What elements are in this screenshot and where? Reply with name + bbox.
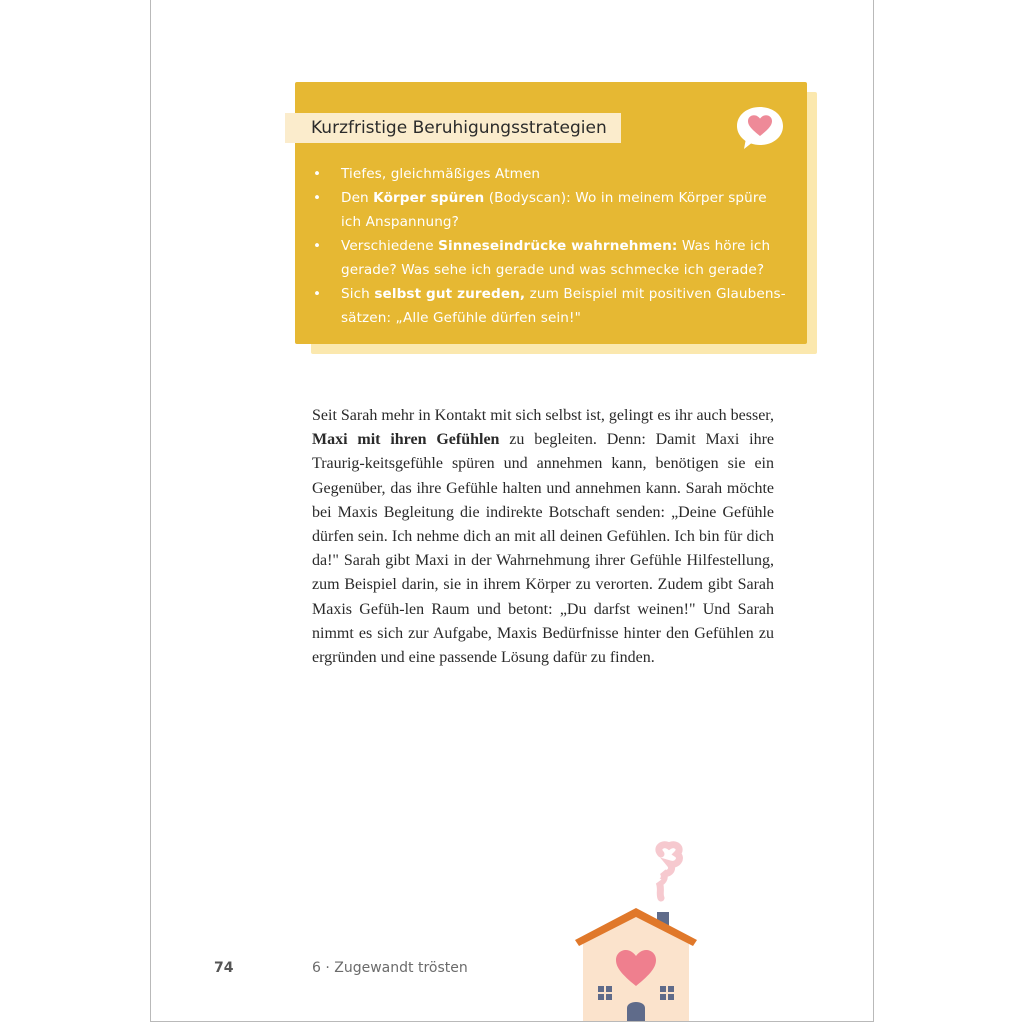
house-with-heart-icon bbox=[571, 840, 701, 1022]
text-run: Verschiedene bbox=[341, 238, 439, 254]
heart-speech-bubble-icon bbox=[735, 104, 785, 152]
text-run: Tiefes, gleichmäßiges Atmen bbox=[341, 166, 541, 182]
text-run: Seit Sarah mehr in Kontakt mit sich selbst ist, gelingt es ihr auch besser, bbox=[312, 407, 774, 424]
infobox-list-item bbox=[311, 186, 789, 234]
infobox-list-item bbox=[311, 234, 789, 282]
infobox-list bbox=[311, 162, 789, 330]
infobox-list-item bbox=[311, 282, 789, 330]
chapter-title: 6 · Zugewandt trösten bbox=[312, 960, 468, 976]
infobox-list-item bbox=[311, 162, 789, 186]
body-text bbox=[312, 404, 774, 670]
emphasis-text: Maxi mit ihren Gefühlen bbox=[312, 431, 500, 449]
infobox bbox=[295, 82, 807, 344]
text-run: (Bodyscan): Wo in meinem Körper spüre ich Anspannung? bbox=[341, 190, 767, 230]
text-run: Was höre ich gerade? Was sehe ich gerade und was schmecke ich gerade? bbox=[341, 238, 771, 278]
infobox-title: Kurzfristige Beruhigungsstrategien bbox=[285, 113, 621, 143]
emphasis-text: Sinneseindrücke wahrnehmen: bbox=[438, 238, 678, 254]
page-number: 74 bbox=[214, 960, 234, 976]
book-page bbox=[150, 0, 874, 1022]
text-run: zum Beispiel mit positiven Glaubens-sätzen: „Alle Gefühle dürfen sein!" bbox=[341, 286, 786, 326]
emphasis-text: selbst gut zureden, bbox=[374, 286, 526, 302]
text-run: Den bbox=[341, 190, 374, 206]
text-run: zu begleiten. Denn: Damit Maxi ihre Traurig-keitsgefühle spüren und annehmen kann, benötigen sie ein Gegenüber, das ihre Gefühle halten und annehmen kann. Sarah möchte bei Maxis Begleitung die indirekte Botschaft senden: „Deine Gefühle dürfen sein. Ich nehme dich an mit all deinen Gefühlen. Ich bin für dich da!" Sarah gibt Maxi in der Wahrnehmung ihrer Gefühle Hilfestellung, zum Beispiel darin, sie in ihrem Körper zu verorten. Zudem gibt Sarah Maxis Gefüh-len Raum und betont: „Du darfst weinen!" Und Sarah nimmt es sich zur Aufgabe, Maxis Bedürfnisse hinter den Gefühlen zu ergründen und eine passende Lösung dafür zu finden. bbox=[312, 431, 774, 667]
body-paragraph bbox=[312, 404, 774, 670]
emphasis-text: Körper spüren bbox=[373, 190, 485, 206]
text-run: Sich bbox=[341, 286, 375, 302]
